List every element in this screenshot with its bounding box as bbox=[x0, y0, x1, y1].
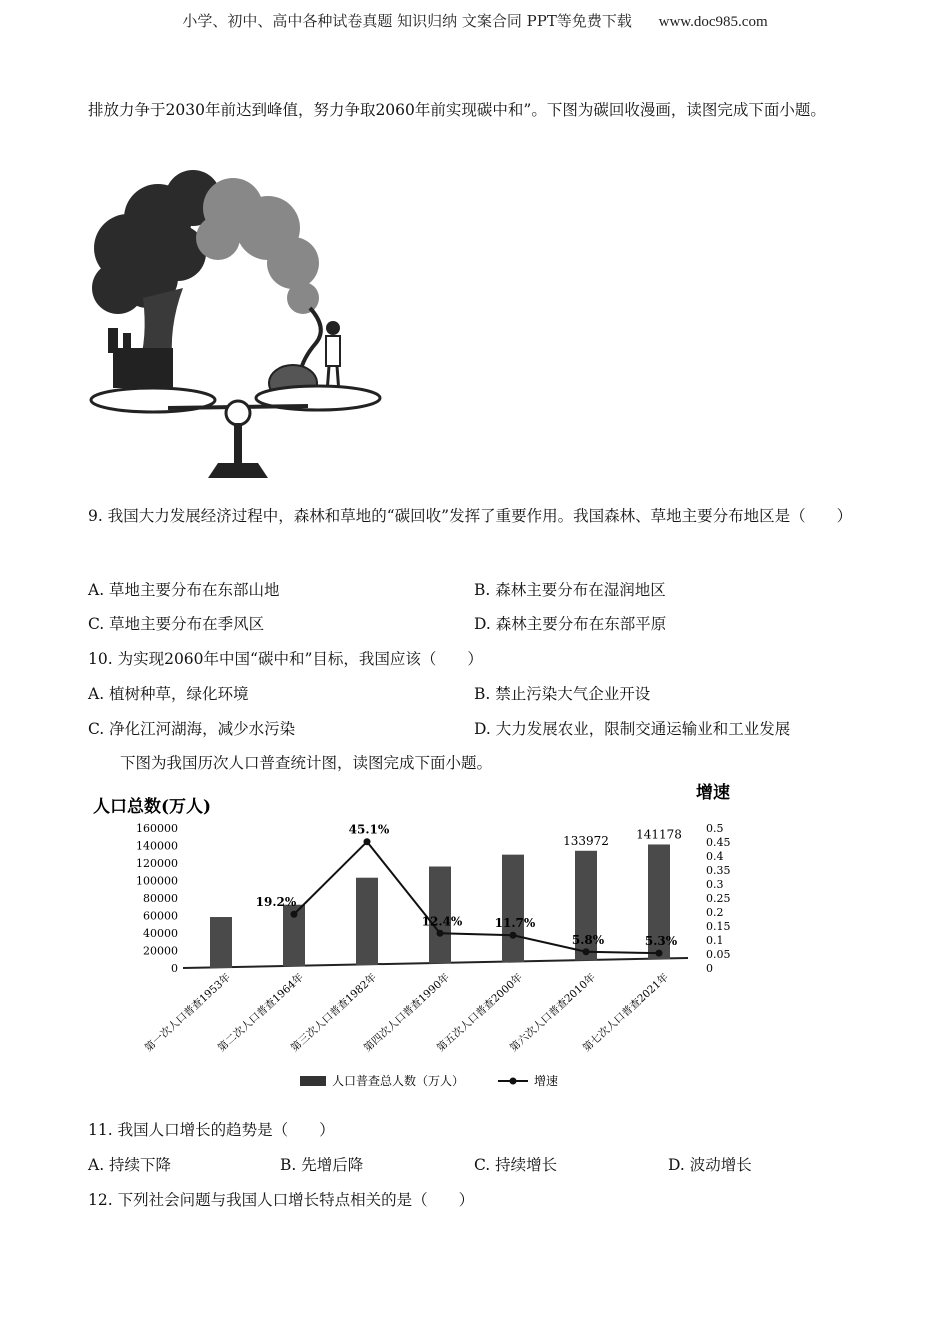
right-tick-label: 0.45 bbox=[706, 836, 731, 849]
chart-ylabel-right: 增速 bbox=[696, 783, 730, 803]
header-site[interactable]: www.doc985.com bbox=[658, 14, 768, 30]
q9-option-a[interactable]: A. 草地主要分布在东部山地 bbox=[88, 581, 280, 599]
x-tick-label: 第二次人口普查1964年 bbox=[215, 971, 307, 1055]
x-tick-label: 第三次人口普查1982年 bbox=[288, 971, 380, 1055]
x-tick-label: 第七次人口普查2021年 bbox=[580, 971, 672, 1055]
legend-line-label: 增速 bbox=[534, 1074, 559, 1088]
q11-stem: 11. 我国人口增长的趋势是（ ） bbox=[88, 1121, 335, 1139]
growth-rate-point bbox=[437, 930, 444, 937]
bar-value-label: 141178 bbox=[636, 827, 682, 842]
growth-rate-label: 12.4% bbox=[421, 914, 463, 929]
census-bar bbox=[502, 855, 524, 962]
census-bar bbox=[210, 917, 232, 968]
census-bar bbox=[356, 878, 378, 965]
growth-rate-point bbox=[583, 948, 590, 955]
growth-rate-label: 5.3% bbox=[644, 934, 678, 949]
x-tick-label: 第一次人口普查1953年 bbox=[142, 971, 234, 1055]
growth-rate-point bbox=[510, 932, 517, 939]
growth-rate-label: 11.7% bbox=[494, 916, 536, 931]
x-tick-label: 第六次人口普查2010年 bbox=[507, 971, 599, 1055]
growth-rate-label: 5.8% bbox=[571, 932, 605, 947]
left-tick-label: 100000 bbox=[136, 874, 178, 888]
right-tick-label: 0.3 bbox=[706, 878, 724, 891]
intro-paragraph: 排放力争于2030年前达到峰值，努力争取2060年前实现碳中和”。下图为碳回收漫画，读图完成下面小题。 bbox=[88, 101, 826, 119]
page-header bbox=[0, 10, 950, 31]
growth-rate-point bbox=[364, 838, 371, 845]
q10-option-d[interactable]: D. 大力发展农业，限制交通运输业和工业发展 bbox=[474, 720, 791, 738]
right-tick-label: 0.5 bbox=[706, 822, 724, 835]
census-chart bbox=[88, 778, 748, 1098]
q11-option-a[interactable]: A. 持续下降 bbox=[88, 1156, 172, 1174]
header-text: 小学、初中、高中各种试卷真题 知识归纳 文案合同 PPT等免费下载 bbox=[182, 12, 632, 30]
left-tick-label: 80000 bbox=[143, 892, 178, 905]
left-tick-label: 160000 bbox=[136, 822, 178, 835]
q12-stem: 12. 下列社会问题与我国人口增长特点相关的是（ ） bbox=[88, 1191, 475, 1209]
left-tick-label: 140000 bbox=[136, 839, 178, 853]
carbon-recycling-cartoon bbox=[88, 168, 388, 488]
q10-option-a[interactable]: A. 植树种草，绿化环境 bbox=[88, 685, 249, 703]
right-tick-label: 0.4 bbox=[706, 850, 724, 863]
right-tick-label: 0.25 bbox=[706, 892, 731, 905]
left-tick-label: 20000 bbox=[143, 944, 178, 958]
right-tick-label: 0.1 bbox=[706, 934, 724, 947]
bar-value-label: 133972 bbox=[563, 833, 609, 848]
right-tick-label: 0.2 bbox=[706, 906, 724, 919]
growth-rate-point bbox=[656, 950, 663, 957]
q11-option-c[interactable]: C. 持续增长 bbox=[474, 1156, 558, 1174]
hose bbox=[300, 308, 321, 373]
q9-option-c[interactable]: C. 草地主要分布在季风区 bbox=[88, 615, 265, 633]
growth-rate-line bbox=[294, 842, 659, 953]
left-tick-label: 40000 bbox=[143, 927, 178, 940]
q10-stem: 10. 为实现2060年中国“碳中和”目标，我国应该（ ） bbox=[88, 650, 483, 668]
right-tick-label: 0.35 bbox=[706, 864, 731, 877]
chart-legend bbox=[300, 1073, 558, 1088]
x-tick-label: 第四次人口普查1990年 bbox=[361, 971, 453, 1055]
legend-bar-label: 人口普查总人数（万人） bbox=[332, 1074, 465, 1088]
balance-scale bbox=[91, 386, 380, 478]
q9-option-b[interactable]: B. 森林主要分布在湿润地区 bbox=[474, 581, 666, 599]
q9-option-d[interactable]: D. 森林主要分布在东部平原 bbox=[474, 615, 667, 633]
growth-rate-label: 45.1% bbox=[348, 822, 390, 837]
left-tick-label: 0 bbox=[171, 962, 178, 975]
worker bbox=[326, 321, 340, 393]
right-tick-label: 0 bbox=[706, 962, 713, 975]
growth-rate-point bbox=[291, 911, 298, 918]
x-tick-label: 第五次人口普查2000年 bbox=[434, 971, 526, 1055]
smoke-cloud-light bbox=[196, 178, 319, 314]
q9-stem: 9. 我国大力发展经济过程中，森林和草地的“碳回收”发挥了重要作用。我国森林、草地主要分布地区是（ ） bbox=[88, 507, 853, 525]
q10-option-b[interactable]: B. 禁止污染大气企业开设 bbox=[474, 685, 651, 703]
left-tick-label: 120000 bbox=[136, 857, 178, 870]
right-tick-label: 0.05 bbox=[706, 948, 731, 961]
q11-option-b[interactable]: B. 先增后降 bbox=[280, 1156, 364, 1174]
right-tick-label: 0.15 bbox=[706, 920, 731, 933]
growth-rate-label: 19.2% bbox=[255, 895, 297, 910]
left-tick-label: 60000 bbox=[143, 909, 178, 923]
q10-option-c[interactable]: C. 净化江河湖海，减少水污染 bbox=[88, 720, 296, 738]
q11-option-d[interactable]: D. 波动增长 bbox=[668, 1156, 752, 1174]
chart-ylabel-left: 人口总数(万人) bbox=[93, 797, 212, 817]
chart-intro: 下图为我国历次人口普查统计图，读图完成下面小题。 bbox=[120, 754, 493, 772]
legend-bar-swatch bbox=[300, 1076, 326, 1086]
